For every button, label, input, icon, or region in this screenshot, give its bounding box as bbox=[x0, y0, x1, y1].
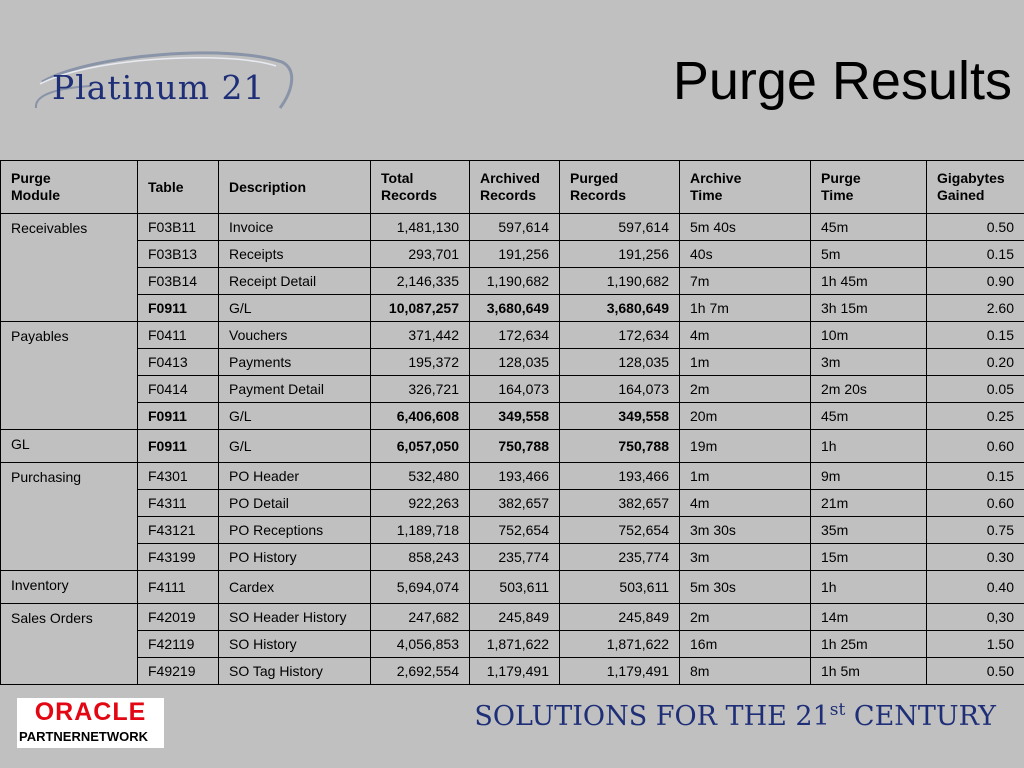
archive-time-cell: 8m bbox=[680, 658, 811, 685]
archive-time-cell: 20m bbox=[680, 403, 811, 430]
column-header-table: Table bbox=[138, 161, 219, 214]
total-records-cell: 4,056,853 bbox=[371, 631, 470, 658]
total-records-cell: 5,694,074 bbox=[371, 571, 470, 604]
archive-time-cell: 3m 30s bbox=[680, 517, 811, 544]
archive-time-cell: 4m bbox=[680, 490, 811, 517]
archive-time-cell: 1m bbox=[680, 463, 811, 490]
table-cell: F43199 bbox=[138, 544, 219, 571]
column-header-archive-time: Archive Time bbox=[680, 161, 811, 214]
gigabytes-gained-cell: 0.25 bbox=[927, 403, 1024, 430]
gigabytes-gained-cell: 2.60 bbox=[927, 295, 1024, 322]
purged-records-cell: 128,035 bbox=[560, 349, 680, 376]
table-cell: F43121 bbox=[138, 517, 219, 544]
oracle-word-text: ORACLE bbox=[34, 698, 147, 726]
table-cell: F0911 bbox=[138, 295, 219, 322]
total-records-cell: 922,263 bbox=[371, 490, 470, 517]
table-row bbox=[1, 571, 1024, 604]
table-row bbox=[1, 403, 1024, 430]
purged-records-cell: 3,680,649 bbox=[560, 295, 680, 322]
purged-records-cell: 235,774 bbox=[560, 544, 680, 571]
description-cell: Payment Detail bbox=[219, 376, 371, 403]
table-cell: F03B11 bbox=[138, 214, 219, 241]
gigabytes-gained-cell: 0.60 bbox=[927, 490, 1024, 517]
archived-records-cell: 172,634 bbox=[470, 322, 560, 349]
gigabytes-gained-cell: 0.90 bbox=[927, 268, 1024, 295]
module-cell: Receivables bbox=[1, 214, 138, 322]
purge-time-cell: 1h 5m bbox=[811, 658, 927, 685]
table-row bbox=[1, 544, 1024, 571]
module-cell: Purchasing bbox=[1, 463, 138, 571]
table-row bbox=[1, 604, 1024, 631]
gigabytes-gained-cell: 0.15 bbox=[927, 241, 1024, 268]
total-records-cell: 293,701 bbox=[371, 241, 470, 268]
table-cell: F42119 bbox=[138, 631, 219, 658]
archive-time-cell: 2m bbox=[680, 604, 811, 631]
archived-records-cell: 245,849 bbox=[470, 604, 560, 631]
archive-time-cell: 40s bbox=[680, 241, 811, 268]
gigabytes-gained-cell: 0,30 bbox=[927, 604, 1024, 631]
gigabytes-gained-cell: 0.20 bbox=[927, 349, 1024, 376]
archived-records-cell: 503,611 bbox=[470, 571, 560, 604]
gigabytes-gained-cell: 0.30 bbox=[927, 544, 1024, 571]
total-records-cell: 195,372 bbox=[371, 349, 470, 376]
tagline-sup: st bbox=[829, 700, 846, 720]
archive-time-cell: 3m bbox=[680, 544, 811, 571]
archive-time-cell: 4m bbox=[680, 322, 811, 349]
table-cell: F0414 bbox=[138, 376, 219, 403]
total-records-cell: 1,189,718 bbox=[371, 517, 470, 544]
purged-records-cell: 1,871,622 bbox=[560, 631, 680, 658]
gigabytes-gained-cell: 0.50 bbox=[927, 214, 1024, 241]
archive-time-cell: 5m 40s bbox=[680, 214, 811, 241]
purge-time-cell: 3h 15m bbox=[811, 295, 927, 322]
table-row bbox=[1, 463, 1024, 490]
purge-time-cell: 10m bbox=[811, 322, 927, 349]
total-records-cell: 858,243 bbox=[371, 544, 470, 571]
total-records-cell: 10,087,257 bbox=[371, 295, 470, 322]
total-records-cell: 2,692,554 bbox=[371, 658, 470, 685]
description-cell: Cardex bbox=[219, 571, 371, 604]
oracle-wordmark bbox=[21, 699, 160, 726]
archive-time-cell: 1m bbox=[680, 349, 811, 376]
archive-time-cell: 2m bbox=[680, 376, 811, 403]
archived-records-cell: 750,788 bbox=[470, 430, 560, 463]
total-records-cell: 371,442 bbox=[371, 322, 470, 349]
total-records-cell: 247,682 bbox=[371, 604, 470, 631]
description-cell: PO History bbox=[219, 544, 371, 571]
gigabytes-gained-cell: 0.15 bbox=[927, 463, 1024, 490]
archived-records-cell: 191,256 bbox=[470, 241, 560, 268]
purge-time-cell: 1h 25m bbox=[811, 631, 927, 658]
archive-time-cell: 7m bbox=[680, 268, 811, 295]
table-row bbox=[1, 241, 1024, 268]
purge-time-cell: 9m bbox=[811, 463, 927, 490]
gigabytes-gained-cell: 0.50 bbox=[927, 658, 1024, 685]
column-header-total-records: Total Records bbox=[371, 161, 470, 214]
description-cell: PO Detail bbox=[219, 490, 371, 517]
table-row bbox=[1, 214, 1024, 241]
table-cell: F03B13 bbox=[138, 241, 219, 268]
archived-records-cell: 349,558 bbox=[470, 403, 560, 430]
table-cell: F0411 bbox=[138, 322, 219, 349]
archive-time-cell: 16m bbox=[680, 631, 811, 658]
description-cell: Vouchers bbox=[219, 322, 371, 349]
tagline bbox=[474, 700, 996, 732]
column-header-description: Description bbox=[219, 161, 371, 214]
archive-time-cell: 19m bbox=[680, 430, 811, 463]
purged-records-cell: 503,611 bbox=[560, 571, 680, 604]
column-header-archived-records: Archived Records bbox=[470, 161, 560, 214]
table-row bbox=[1, 658, 1024, 685]
column-header-purge-time: Purge Time bbox=[811, 161, 927, 214]
description-cell: G/L bbox=[219, 295, 371, 322]
description-cell: Invoice bbox=[219, 214, 371, 241]
archived-records-cell: 3,680,649 bbox=[470, 295, 560, 322]
purged-records-cell: 752,654 bbox=[560, 517, 680, 544]
archived-records-cell: 193,466 bbox=[470, 463, 560, 490]
purged-records-cell: 349,558 bbox=[560, 403, 680, 430]
purge-time-cell: 45m bbox=[811, 403, 927, 430]
table-cell: F4301 bbox=[138, 463, 219, 490]
gigabytes-gained-cell: 1.50 bbox=[927, 631, 1024, 658]
column-header-purge-module: Purge Module bbox=[1, 161, 138, 214]
oracle-partnernetwork-logo bbox=[17, 698, 164, 748]
purge-time-cell: 2m 20s bbox=[811, 376, 927, 403]
archived-records-cell: 128,035 bbox=[470, 349, 560, 376]
description-cell: SO Header History bbox=[219, 604, 371, 631]
table-row bbox=[1, 631, 1024, 658]
page-title: Purge Results bbox=[672, 51, 1012, 111]
table-row bbox=[1, 349, 1024, 376]
archived-records-cell: 1,871,622 bbox=[470, 631, 560, 658]
tagline-end: CENTURY bbox=[845, 701, 996, 732]
table-cell: F0413 bbox=[138, 349, 219, 376]
module-cell: GL bbox=[1, 430, 138, 463]
platinum21-logo bbox=[30, 48, 300, 128]
description-cell: Payments bbox=[219, 349, 371, 376]
gigabytes-gained-cell: 0.60 bbox=[927, 430, 1024, 463]
table-row bbox=[1, 295, 1024, 322]
total-records-cell: 2,146,335 bbox=[371, 268, 470, 295]
description-cell: PO Receptions bbox=[219, 517, 371, 544]
total-records-cell: 532,480 bbox=[371, 463, 470, 490]
table-row bbox=[1, 517, 1024, 544]
table-cell: F49219 bbox=[138, 658, 219, 685]
purge-time-cell: 3m bbox=[811, 349, 927, 376]
description-cell: SO Tag History bbox=[219, 658, 371, 685]
column-header-gigabytes-gained: Gigabytes Gained bbox=[927, 161, 1024, 214]
purged-records-cell: 193,466 bbox=[560, 463, 680, 490]
purged-records-cell: 382,657 bbox=[560, 490, 680, 517]
total-records-cell: 326,721 bbox=[371, 376, 470, 403]
tagline-main: SOLUTIONS FOR THE 21 bbox=[474, 701, 830, 732]
archived-records-cell: 597,614 bbox=[470, 214, 560, 241]
table-header-row bbox=[1, 161, 1024, 214]
total-records-cell: 1,481,130 bbox=[371, 214, 470, 241]
purged-records-cell: 245,849 bbox=[560, 604, 680, 631]
purge-time-cell: 14m bbox=[811, 604, 927, 631]
purge-results-table bbox=[0, 160, 1024, 685]
description-cell: G/L bbox=[219, 430, 371, 463]
module-cell: Inventory bbox=[1, 571, 138, 604]
table-row bbox=[1, 268, 1024, 295]
purged-records-cell: 597,614 bbox=[560, 214, 680, 241]
gigabytes-gained-cell: 0.40 bbox=[927, 571, 1024, 604]
purged-records-cell: 1,179,491 bbox=[560, 658, 680, 685]
table-cell: F03B14 bbox=[138, 268, 219, 295]
table-row bbox=[1, 322, 1024, 349]
module-cell: Payables bbox=[1, 322, 138, 430]
description-cell: PO Header bbox=[219, 463, 371, 490]
description-cell: SO History bbox=[219, 631, 371, 658]
purge-time-cell: 1h bbox=[811, 571, 927, 604]
archived-records-cell: 382,657 bbox=[470, 490, 560, 517]
purge-time-cell: 15m bbox=[811, 544, 927, 571]
column-header-purged-records: Purged Records bbox=[560, 161, 680, 214]
table-cell: F0911 bbox=[138, 430, 219, 463]
partnernetwork-text: PARTNERNETWORK bbox=[19, 729, 149, 744]
table-row bbox=[1, 376, 1024, 403]
archive-time-cell: 5m 30s bbox=[680, 571, 811, 604]
purged-records-cell: 164,073 bbox=[560, 376, 680, 403]
table-cell: F42019 bbox=[138, 604, 219, 631]
description-cell: Receipt Detail bbox=[219, 268, 371, 295]
purged-records-cell: 191,256 bbox=[560, 241, 680, 268]
archived-records-cell: 164,073 bbox=[470, 376, 560, 403]
description-cell: Receipts bbox=[219, 241, 371, 268]
gigabytes-gained-cell: 0.15 bbox=[927, 322, 1024, 349]
purge-time-cell: 1h 45m bbox=[811, 268, 927, 295]
purged-records-cell: 172,634 bbox=[560, 322, 680, 349]
table-cell: F4311 bbox=[138, 490, 219, 517]
purge-time-cell: 5m bbox=[811, 241, 927, 268]
archive-time-cell: 1h 7m bbox=[680, 295, 811, 322]
archived-records-cell: 235,774 bbox=[470, 544, 560, 571]
purge-time-cell: 35m bbox=[811, 517, 927, 544]
table-cell: F0911 bbox=[138, 403, 219, 430]
description-cell: G/L bbox=[219, 403, 371, 430]
archived-records-cell: 1,190,682 bbox=[470, 268, 560, 295]
gigabytes-gained-cell: 0.05 bbox=[927, 376, 1024, 403]
purge-time-cell: 45m bbox=[811, 214, 927, 241]
table-body bbox=[1, 214, 1024, 685]
total-records-cell: 6,057,050 bbox=[371, 430, 470, 463]
purge-time-cell: 21m bbox=[811, 490, 927, 517]
table-cell: F4111 bbox=[138, 571, 219, 604]
purged-records-cell: 1,190,682 bbox=[560, 268, 680, 295]
module-cell: Sales Orders bbox=[1, 604, 138, 685]
logo-text: Platinum 21 bbox=[52, 68, 266, 107]
total-records-cell: 6,406,608 bbox=[371, 403, 470, 430]
purge-time-cell: 1h bbox=[811, 430, 927, 463]
table-row bbox=[1, 430, 1024, 463]
table-row bbox=[1, 490, 1024, 517]
archived-records-cell: 1,179,491 bbox=[470, 658, 560, 685]
gigabytes-gained-cell: 0.75 bbox=[927, 517, 1024, 544]
archived-records-cell: 752,654 bbox=[470, 517, 560, 544]
purged-records-cell: 750,788 bbox=[560, 430, 680, 463]
